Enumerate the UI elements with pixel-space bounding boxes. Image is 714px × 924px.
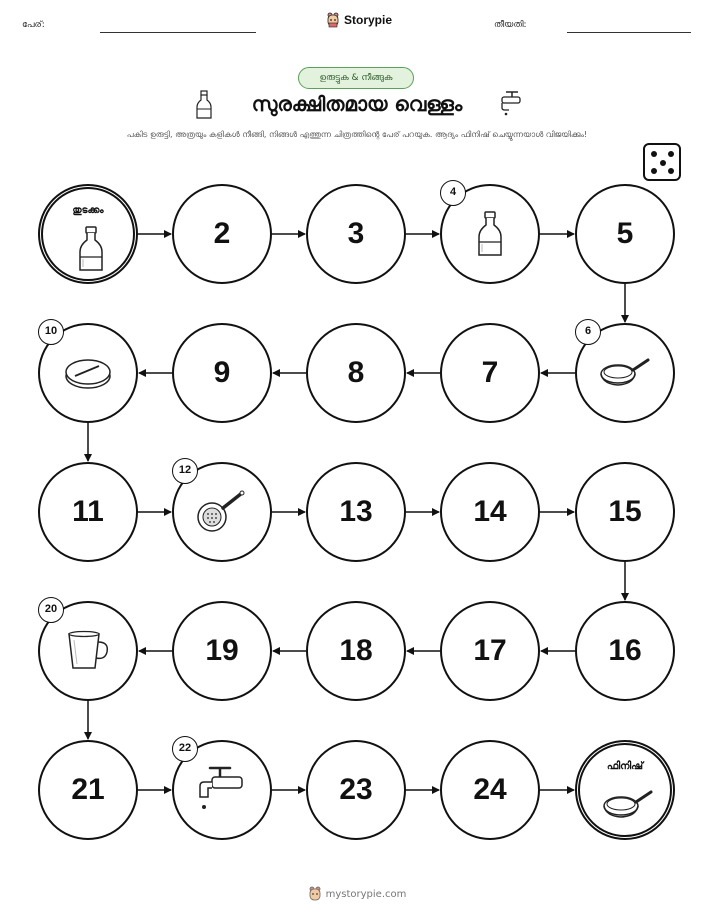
board-cell-18 [306, 601, 406, 701]
strainer-icon [194, 489, 250, 539]
footer-url: mystorypie.com [325, 888, 407, 900]
board-cell-13 [306, 462, 406, 562]
cup-icon [65, 630, 111, 676]
pan-icon [601, 788, 655, 826]
tablet-icon [63, 354, 113, 396]
board-cell-15 [575, 462, 675, 562]
board-cell-14 [440, 462, 540, 562]
cell-number-badge: 10 [38, 319, 64, 345]
board-cell-21 [38, 740, 138, 840]
board-cell-9 [172, 323, 272, 423]
board-cell-16 [575, 601, 675, 701]
cell-number: 23 [339, 773, 373, 806]
game-type-badge: ഉരുട്ടുക & നീങ്ങുക [298, 67, 414, 89]
cell-number-badge: 22 [172, 736, 198, 762]
board-cell-5 [575, 184, 675, 284]
logo-text: Storypie [344, 13, 393, 27]
start-label: തുടക്കം [72, 205, 104, 216]
name-label: പേര്: [22, 20, 45, 30]
cell-number: 15 [608, 495, 642, 528]
board-cell-20 [38, 601, 138, 701]
finish-cell [575, 740, 675, 840]
footer [0, 886, 714, 902]
board-cell-6 [575, 323, 675, 423]
cell-number: 11 [72, 495, 104, 528]
instructions: പകിട ഉരുട്ടി, അത്രയും കളികൾ നീങ്ങി, നിങ്ങൾ എത്തുന്ന ചിത്രത്തിന്റെ പേര് പറയുക. ആദ്യം ഫിനിഷ് ചെയ്യുന്നയാൾ വിജയിക്കും! [126, 130, 588, 139]
cell-number-badge: 6 [575, 319, 601, 345]
board-cell-7 [440, 323, 540, 423]
cell-number: 24 [473, 773, 507, 806]
board-cell-17 [440, 601, 540, 701]
tap-icon [196, 765, 248, 819]
cell-number: 14 [473, 495, 507, 528]
cell-number: 17 [473, 634, 507, 667]
cell-number: 21 [71, 773, 105, 806]
board-cell-19 [172, 601, 272, 701]
cell-number-badge: 12 [172, 458, 198, 484]
board-cell-22 [172, 740, 272, 840]
date-label: തീയതി: [494, 20, 527, 30]
board-cell-12 [172, 462, 272, 562]
board-cell-23 [306, 740, 406, 840]
start-cell [38, 184, 138, 284]
cell-number: 7 [481, 356, 499, 389]
cell-number: 16 [608, 634, 642, 667]
board-cell-24 [440, 740, 540, 840]
board-cell-8 [306, 323, 406, 423]
cell-number: 18 [339, 634, 373, 667]
cell-number: 9 [213, 356, 231, 389]
board-cell-4 [440, 184, 540, 284]
board-cell-3 [306, 184, 406, 284]
page-title: സുരക്ഷിതമായ വെള്ളം [251, 92, 463, 116]
mascot-icon [308, 886, 322, 902]
board-cell-2 [172, 184, 272, 284]
cell-number: 19 [205, 634, 239, 667]
bottle-icon [76, 225, 106, 277]
cell-number-badge: 20 [38, 597, 64, 623]
pan-icon [598, 356, 652, 394]
bottle-icon [475, 210, 505, 262]
cell-number: 5 [616, 217, 634, 250]
cell-number: 13 [339, 495, 373, 528]
cell-number: 2 [213, 217, 231, 250]
cell-number: 3 [347, 217, 365, 250]
cell-number: 8 [347, 356, 365, 389]
cell-number-badge: 4 [440, 180, 466, 206]
finish-label: ഫിനിഷ് [606, 761, 644, 772]
board-cell-10 [38, 323, 138, 423]
board-cell-11 [38, 462, 138, 562]
